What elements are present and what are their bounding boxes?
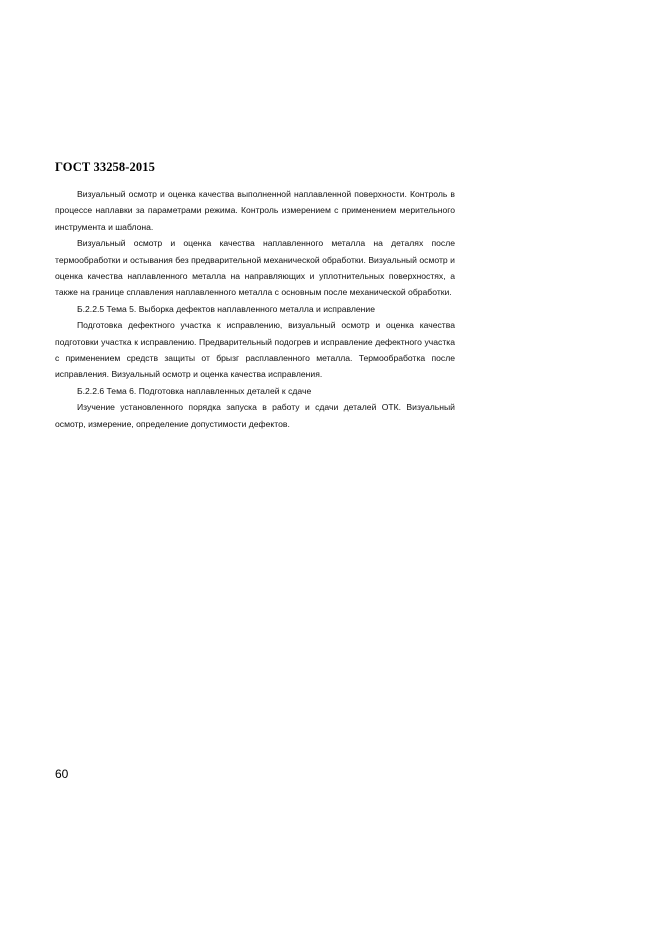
section-heading-6: Б.2.2.6 Тема 6. Подготовка наплавленных деталей к сдаче [77, 385, 312, 396]
page-number: 60 [55, 767, 69, 781]
paragraph-visual-inspection: Визуальный осмотр и оценка качества выполненной наплавленной поверхности. Контроль в процессе наплавки за параметрами режима. Контроль измерением с применением мерительного инструмента и шаблона. [55, 189, 455, 232]
paragraph-acceptance: Изучение установленного порядка запуска в работу и сдачи деталей ОТК. Визуальный осмотр, измерение, определение допустимости дефектов. [55, 402, 455, 429]
paragraph-defect-repair: Подготовка дефектного участка к исправлению, визуальный осмотр и оценка качества подготовки участка к исправлению. Предварительный подогрев и исправление дефектного участка с применением средств защиты от брызг расплавленного металла. Термообработка после исправления. Визуальный осмотр и оценка качества исправления. [55, 320, 455, 380]
document-body [55, 186, 455, 432]
paragraph-heat-treatment: Визуальный осмотр и оценка качества наплавленного металла на деталях после термообработки и остывания без предварительной механической обработки. Визуальный осмотр и оценка качества наплавленного металла на направляющих и уплотнительных поверхностях, а также на границе сплавления наплавленного металла с основным после механической обработки. [55, 238, 455, 298]
standard-header: ГОСТ 33258-2015 [55, 160, 155, 174]
section-heading-5: Б.2.2.5 Тема 5. Выборка дефектов наплавленного металла и исправление [77, 303, 376, 314]
